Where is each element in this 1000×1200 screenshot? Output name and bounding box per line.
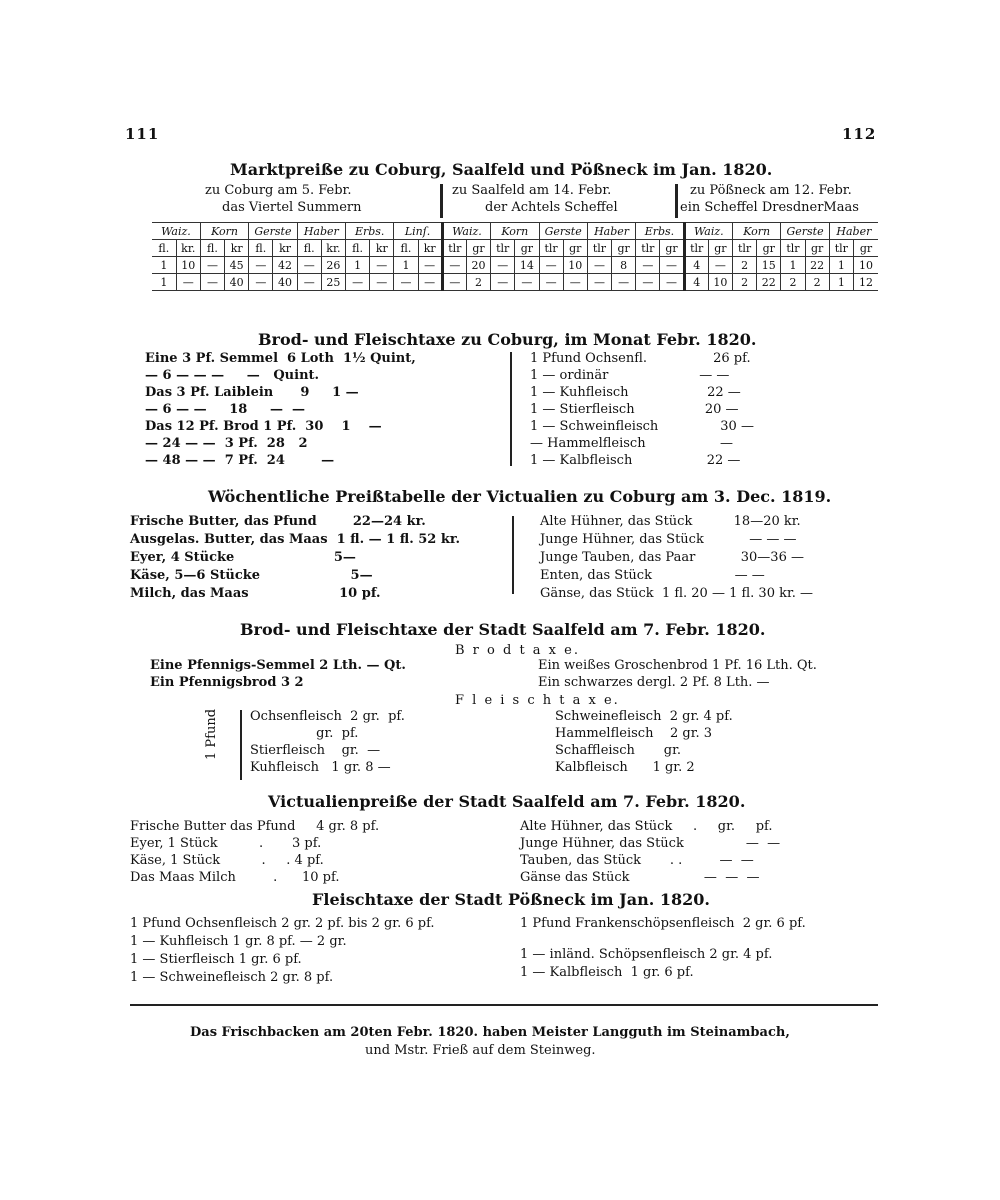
- price-cell: 26: [321, 257, 345, 274]
- price-cell: 10: [563, 257, 587, 274]
- unit-cell: fl.: [249, 240, 273, 257]
- price-cell: 1: [152, 257, 176, 274]
- list-item: 1 — ordinär — —: [530, 368, 730, 383]
- brod-coburg-right: [530, 350, 754, 469]
- col-header: Gerste: [249, 223, 297, 240]
- unit-cell: gr: [805, 240, 829, 257]
- market-saalfeld-date: zu Saalfeld am 14. Febr.: [452, 183, 612, 198]
- price-cell: —: [442, 257, 466, 274]
- price-cell: 2: [781, 274, 805, 291]
- unit-cell: gr: [708, 240, 732, 257]
- divider: [440, 184, 443, 218]
- list-item: Frische Butter, das Pfund 22—24 kr.: [130, 514, 426, 529]
- wochen-right: [540, 513, 813, 603]
- list-item: 1 — Schweinefleisch 2 gr. 8 pf.: [130, 970, 334, 985]
- col-header: Korn: [491, 223, 539, 240]
- saalfeld-brod-row1-left: Eine Pfennigs-Semmel 2 Lth. — Qt.: [150, 658, 406, 673]
- list-item: 1 Pfund Ochsenfl. 26 pf.: [530, 351, 751, 366]
- unit-cell: fl.: [297, 240, 321, 257]
- price-cell: 2: [733, 257, 757, 274]
- list-item: — 6 — — 18 — —: [145, 402, 306, 417]
- price-cell: —: [660, 274, 684, 291]
- col-header: Gerste: [781, 223, 829, 240]
- market-coburg-unit: das Viertel Summern: [222, 200, 362, 215]
- col-header: Waiz.: [152, 223, 200, 240]
- saalfeld-meat-left: [250, 708, 405, 776]
- price-cell: 15: [757, 257, 781, 274]
- market-poessneck-date: zu Pößneck am 12. Febr.: [690, 183, 852, 198]
- divider: [510, 352, 512, 466]
- wochen-left: [130, 513, 460, 603]
- unit-cell: kr: [273, 240, 297, 257]
- price-cell: —: [370, 257, 394, 274]
- price-cell: 4: [684, 257, 708, 274]
- brodtaxe-heading: B r o d t a x e.: [455, 643, 580, 658]
- market-title: Marktpreiße zu Coburg, Saalfeld und Pößneck im Jan. 1820.: [230, 160, 773, 179]
- unit-cell: tlr: [781, 240, 805, 257]
- price-cell: —: [249, 274, 273, 291]
- list-item: Ausgelas. Butter, das Maas 1 fl. — 1 fl. 52 kr.: [130, 532, 461, 547]
- col-header: Waiz.: [442, 223, 490, 240]
- unit-cell: gr: [612, 240, 636, 257]
- poessneck-title: Fleischtaxe der Stadt Pößneck im Jan. 1820.: [312, 890, 710, 909]
- price-cell: 20: [466, 257, 490, 274]
- price-cell: —: [418, 274, 442, 291]
- price-cell: 25: [321, 274, 345, 291]
- market-poessneck-unit: ein Scheffel DresdnerMaas: [680, 200, 859, 215]
- list-item: 1 — Kuhfleisch 22 —: [530, 385, 741, 400]
- price-cell: —: [539, 257, 563, 274]
- price-row: [152, 257, 878, 274]
- unit-cell: gr: [853, 240, 878, 257]
- price-cell: —: [249, 257, 273, 274]
- price-cell: 2: [466, 274, 490, 291]
- price-cell: 1: [394, 257, 418, 274]
- saalfeld-brod-row2-left: Ein Pfennigsbrod 3 2: [150, 675, 304, 690]
- price-cell: 1: [152, 274, 176, 291]
- list-item: Stierfleisch gr. —: [250, 743, 381, 758]
- unit-cell: gr: [563, 240, 587, 257]
- list-item: 1 Pfund Frankenschöpsenfleisch 2 gr. 6 pf.: [520, 916, 806, 931]
- unit-cell: tlr: [636, 240, 660, 257]
- price-cell: —: [442, 274, 466, 291]
- list-item: 1 — Kalbfleisch 22 —: [530, 453, 741, 468]
- price-cell: —: [491, 274, 515, 291]
- unit-cell: kr: [418, 240, 442, 257]
- price-cell: —: [636, 257, 660, 274]
- footer-line-2: und Mstr. Frieß auf dem Steinweg.: [365, 1043, 596, 1058]
- price-cell: 40: [273, 274, 297, 291]
- price-cell: 1: [346, 257, 370, 274]
- price-cell: 14: [515, 257, 539, 274]
- price-cell: 22: [805, 257, 829, 274]
- list-item: Enten, das Stück — —: [540, 568, 765, 583]
- list-item: Eyer, 1 Stück . 3 pf.: [130, 836, 322, 851]
- price-cell: —: [660, 257, 684, 274]
- col-header: Korn: [200, 223, 248, 240]
- grain-header-row: [152, 223, 878, 240]
- list-item: Gänse, das Stück 1 fl. 20 — 1 fl. 30 kr. —: [540, 586, 814, 601]
- unit-cell: fl.: [346, 240, 370, 257]
- saalfeld-meat-right: [555, 708, 733, 776]
- saalfeld-vict-left: [130, 818, 379, 886]
- col-header: Linſ.: [394, 223, 442, 240]
- list-item: gr. pf.: [250, 726, 359, 741]
- price-cell: —: [491, 257, 515, 274]
- divider: [512, 516, 514, 594]
- list-item: Junge Tauben, das Paar 30—36 —: [540, 550, 804, 565]
- price-cell: —: [587, 274, 611, 291]
- saalfeld-vict-right: [520, 818, 780, 886]
- price-cell: —: [394, 274, 418, 291]
- list-item: Alte Hühner, das Stück 18—20 kr.: [540, 514, 801, 529]
- price-cell: —: [370, 274, 394, 291]
- price-cell: 10: [853, 257, 878, 274]
- price-cell: —: [539, 274, 563, 291]
- unit-cell: gr: [660, 240, 684, 257]
- list-item: [520, 933, 806, 946]
- unit-cell: gr: [515, 240, 539, 257]
- footer-line-1: Das Frischbacken am 20ten Febr. 1820. haben Meister Langguth im Steinambach,: [190, 1025, 790, 1040]
- list-item: Gänse das Stück — — —: [520, 870, 760, 885]
- saalfeld-brod-title: Brod- und Fleischtaxe der Stadt Saalfeld am 7. Febr. 1820.: [240, 620, 766, 639]
- list-item: Eyer, 4 Stücke 5—: [130, 550, 356, 565]
- price-cell: 2: [733, 274, 757, 291]
- col-header: Haber: [829, 223, 878, 240]
- poessneck-right: [520, 915, 806, 982]
- price-cell: 1: [781, 257, 805, 274]
- list-item: 1 Pfund Ochsenfleisch 2 gr. 2 pf. bis 2 gr. 6 pf.: [130, 916, 435, 931]
- brod-coburg-title: Brod- und Fleischtaxe zu Coburg, im Monat Febr. 1820.: [258, 330, 757, 349]
- list-item: 1 — Schweinfleisch 30 —: [530, 419, 754, 434]
- unit-cell: gr: [466, 240, 490, 257]
- price-cell: 10: [708, 274, 732, 291]
- price-cell: 10: [176, 257, 200, 274]
- unit-cell: kr: [370, 240, 394, 257]
- page-number-right: 112: [842, 125, 877, 143]
- bottom-rule: [130, 1004, 878, 1006]
- price-cell: —: [587, 257, 611, 274]
- price-cell: —: [636, 274, 660, 291]
- divider: [240, 710, 242, 780]
- list-item: Schaffleisch gr.: [555, 743, 682, 758]
- market-coburg-date: zu Coburg am 5. Febr.: [205, 183, 352, 198]
- list-item: Junge Hühner, das Stück — — —: [540, 532, 797, 547]
- list-item: Das 12 Pf. Brod 1 Pf. 30 1 —: [145, 419, 382, 434]
- list-item: 1 — Stierfleisch 20 —: [530, 402, 739, 417]
- price-cell: 4: [684, 274, 708, 291]
- list-item: — 24 — — 3 Pf. 28 2: [145, 436, 308, 451]
- list-item: Das Maas Milch . 10 pf.: [130, 870, 340, 885]
- unit-cell: tlr: [829, 240, 853, 257]
- wochen-title: Wöchentliche Preißtabelle der Victualien zu Coburg am 3. Dec. 1819.: [208, 487, 832, 506]
- price-cell: —: [612, 274, 636, 291]
- pfund-vertical-label: 1 Pfund: [204, 708, 219, 760]
- list-item: Schweinefleisch 2 gr. 4 pf.: [555, 709, 733, 724]
- price-cell: —: [346, 274, 370, 291]
- list-item: Tauben, das Stück . . — —: [520, 853, 754, 868]
- list-item: Ochsenfleisch 2 gr. pf.: [250, 709, 405, 724]
- saalfeld-vict-title: Victualienpreiße der Stadt Saalfeld am 7. Febr. 1820.: [268, 792, 746, 811]
- price-cell: —: [200, 257, 224, 274]
- list-item: Hammelfleisch 2 gr. 3: [555, 726, 713, 741]
- price-cell: 40: [225, 274, 249, 291]
- divider: [675, 184, 678, 218]
- price-cell: 2: [805, 274, 829, 291]
- list-item: 1 — Kuhfleisch 1 gr. 8 pf. — 2 gr.: [130, 934, 347, 949]
- unit-cell: fl.: [394, 240, 418, 257]
- price-cell: 1: [829, 257, 853, 274]
- unit-cell: tlr: [442, 240, 466, 257]
- list-item: Junge Hühner, das Stück — —: [520, 836, 781, 851]
- col-header: Korn: [733, 223, 781, 240]
- col-header: Erbs.: [346, 223, 394, 240]
- unit-cell: kr.: [176, 240, 200, 257]
- list-item: Käse, 5—6 Stücke 5—: [130, 568, 373, 583]
- list-item: Milch, das Maas 10 pf.: [130, 586, 381, 601]
- price-cell: 22: [757, 274, 781, 291]
- price-cell: —: [200, 274, 224, 291]
- list-item: Kalbfleisch 1 gr. 2: [555, 760, 695, 775]
- unit-cell: gr: [757, 240, 781, 257]
- price-cell: 45: [225, 257, 249, 274]
- list-item: Alte Hühner, das Stück . gr. pf.: [520, 819, 773, 834]
- unit-cell: tlr: [491, 240, 515, 257]
- list-item: Kuhfleisch 1 gr. 8 —: [250, 760, 391, 775]
- list-item: 1 — Kalbfleisch 1 gr. 6 pf.: [520, 965, 694, 980]
- unit-cell: tlr: [684, 240, 708, 257]
- market-saalfeld-unit: der Achtels Scheffel: [485, 200, 618, 215]
- saalfeld-brod-row1-right: Ein weißes Groschenbrod 1 Pf. 16 Lth. Qt.: [538, 658, 817, 673]
- list-item: — 48 — — 7 Pf. 24 —: [145, 453, 335, 468]
- brod-coburg-left: [145, 350, 416, 469]
- market-price-table: [152, 222, 878, 291]
- list-item: Frische Butter das Pfund 4 gr. 8 pf.: [130, 819, 380, 834]
- unit-cell: fl.: [200, 240, 224, 257]
- col-header: Haber: [587, 223, 635, 240]
- list-item: Eine 3 Pf. Semmel 6 Loth 1½ Quint,: [145, 351, 416, 366]
- page-number-left: 111: [125, 125, 160, 143]
- unit-cell: kr: [225, 240, 249, 257]
- price-cell: —: [563, 274, 587, 291]
- price-cell: —: [515, 274, 539, 291]
- unit-cell: tlr: [733, 240, 757, 257]
- price-cell: 12: [853, 274, 878, 291]
- price-cell: —: [297, 257, 321, 274]
- price-cell: 1: [829, 274, 853, 291]
- price-cell: —: [297, 274, 321, 291]
- list-item: 1 — Stierfleisch 1 gr. 6 pf.: [130, 952, 302, 967]
- unit-row: [152, 240, 878, 257]
- list-item: — 6 — — — — Quint.: [145, 368, 320, 383]
- col-header: Gerste: [539, 223, 587, 240]
- price-cell: 42: [273, 257, 297, 274]
- saalfeld-brod-row2-right: Ein schwarzes dergl. 2 Pf. 8 Lth. —: [538, 675, 770, 690]
- fleischtaxe-heading: F l e i s c h t a x e.: [455, 693, 620, 708]
- price-row: [152, 274, 878, 291]
- col-header: Haber: [297, 223, 345, 240]
- list-item: Das 3 Pf. Laiblein 9 1 —: [145, 385, 359, 400]
- unit-cell: tlr: [587, 240, 611, 257]
- unit-cell: tlr: [539, 240, 563, 257]
- price-cell: —: [176, 274, 200, 291]
- list-item: Käse, 1 Stück . . 4 pf.: [130, 853, 324, 868]
- poessneck-left: [130, 915, 435, 987]
- unit-cell: fl.: [152, 240, 176, 257]
- unit-cell: kr.: [321, 240, 345, 257]
- price-cell: —: [708, 257, 732, 274]
- col-header: Erbs.: [636, 223, 684, 240]
- list-item: 1 — inländ. Schöpsenfleisch 2 gr. 4 pf.: [520, 947, 773, 962]
- price-cell: 8: [612, 257, 636, 274]
- list-item: — Hammelfleisch —: [530, 436, 733, 451]
- col-header: Waiz.: [684, 223, 732, 240]
- price-cell: —: [418, 257, 442, 274]
